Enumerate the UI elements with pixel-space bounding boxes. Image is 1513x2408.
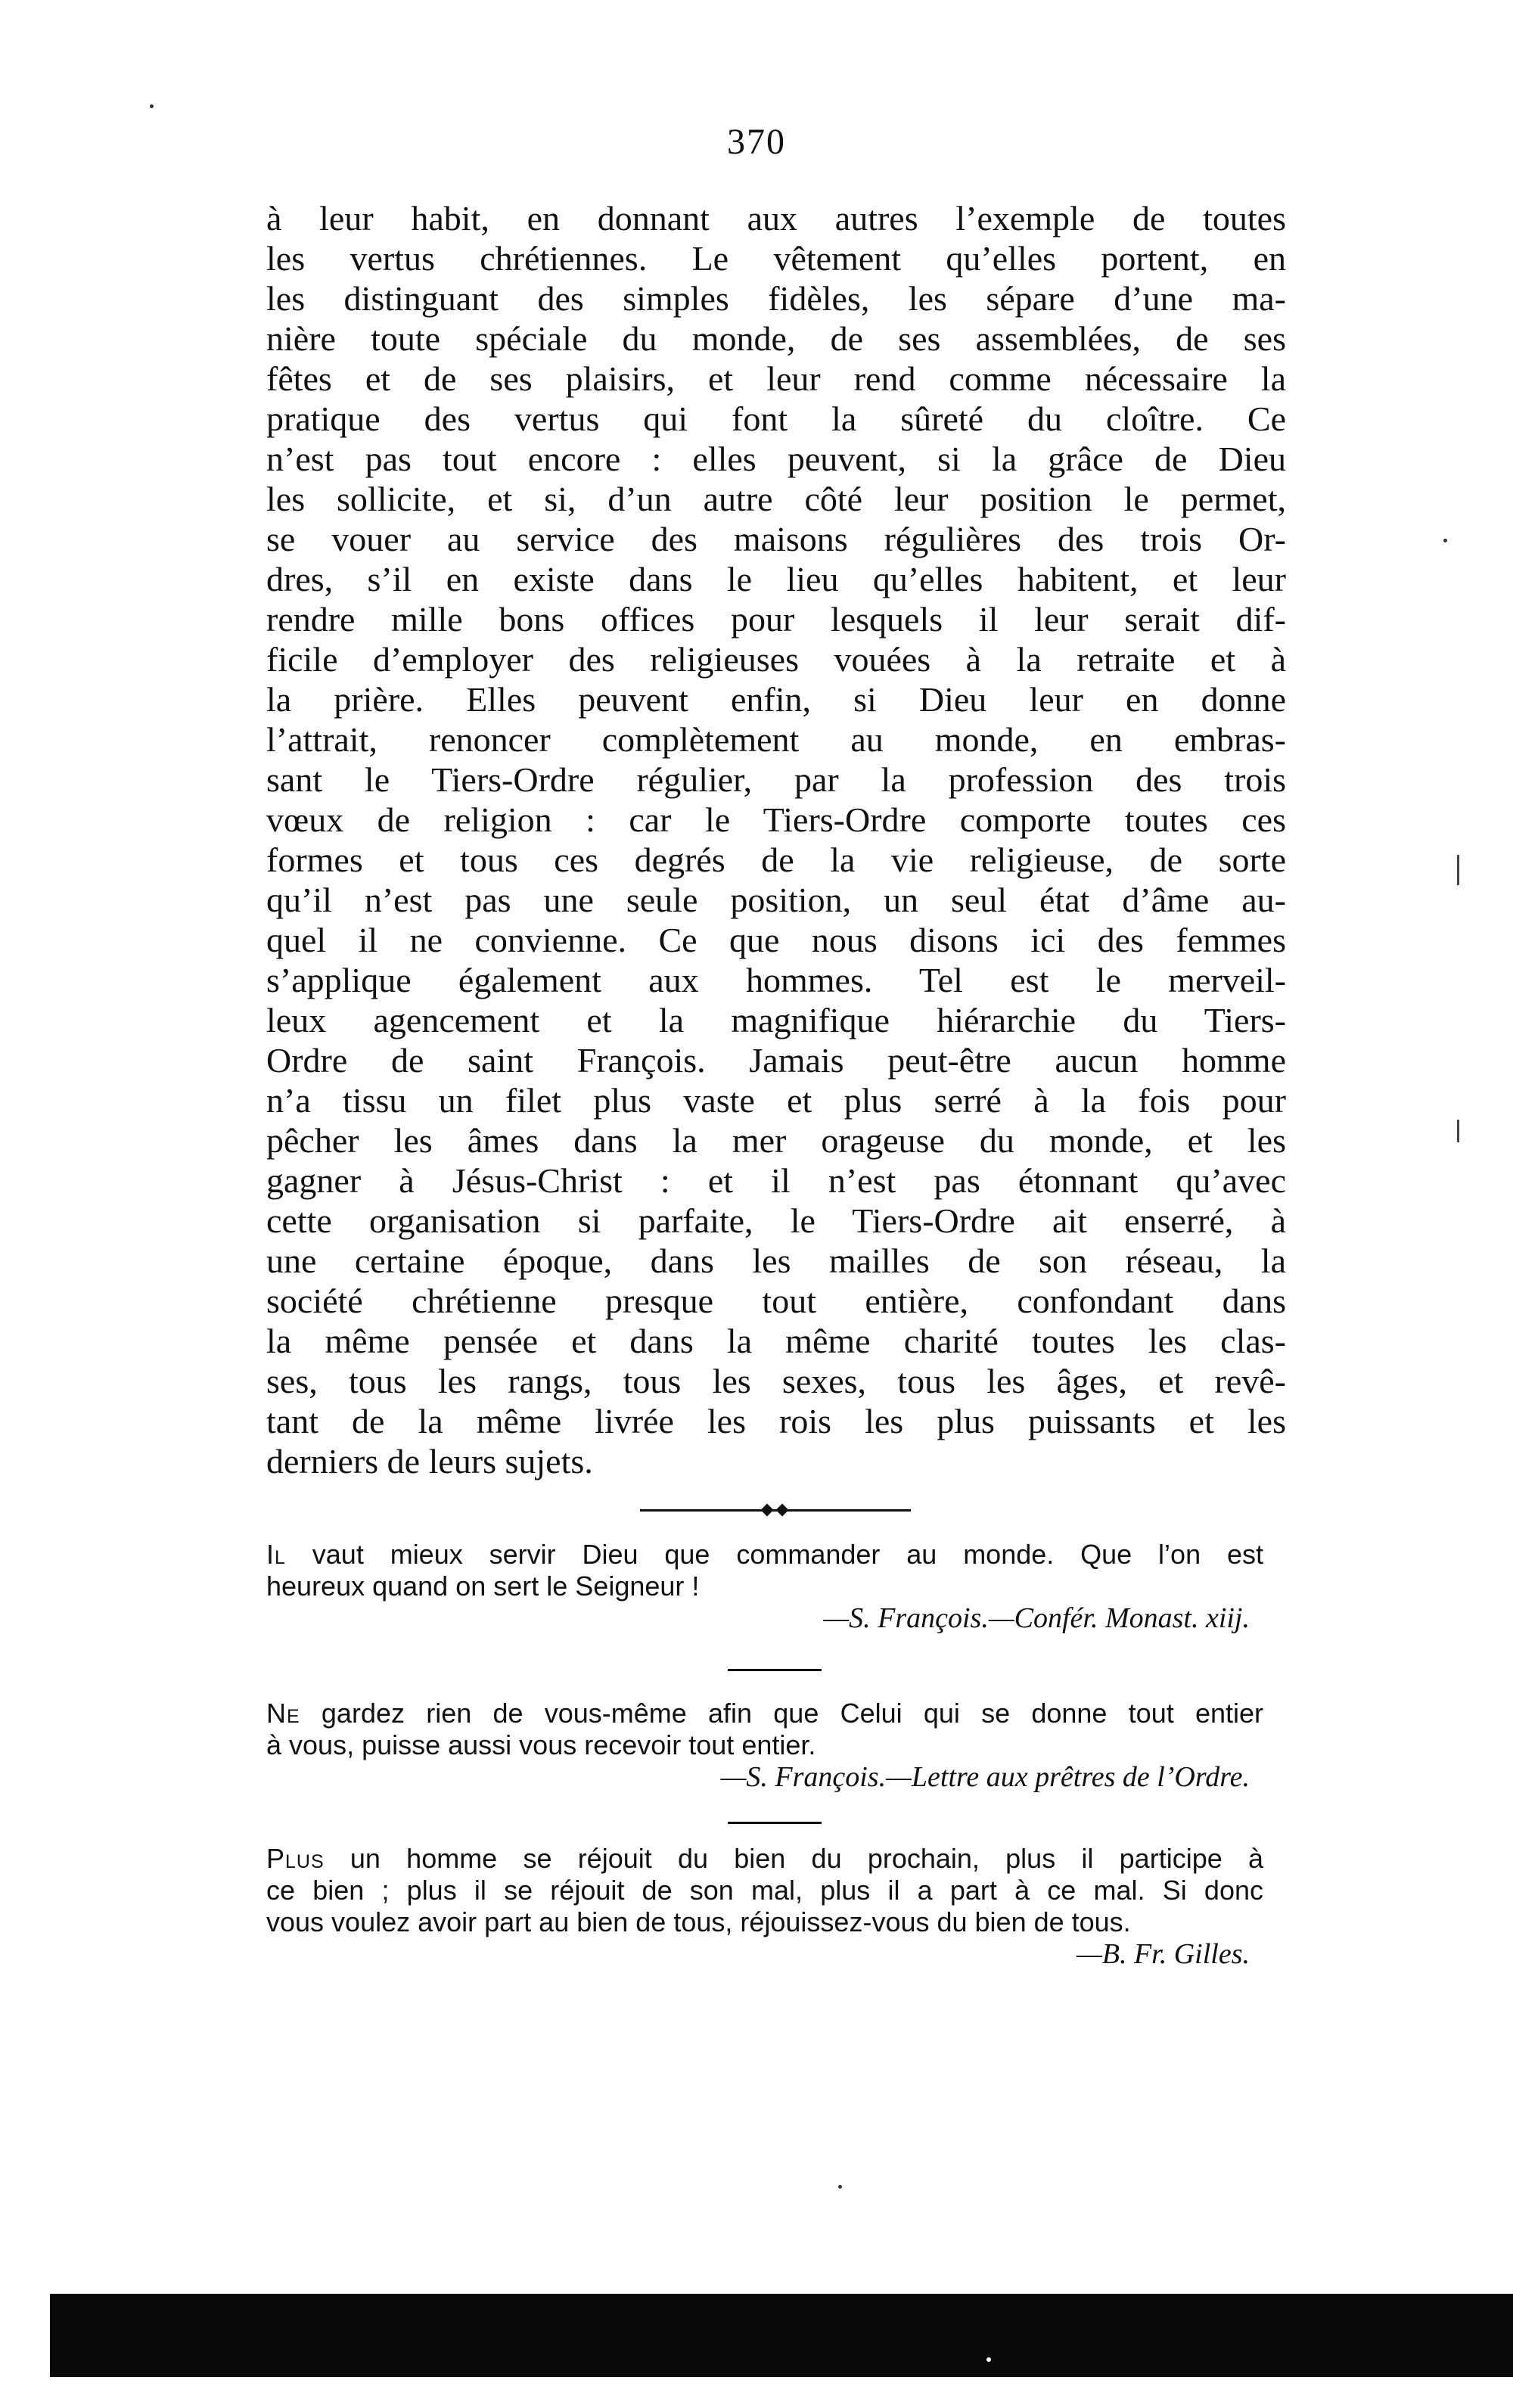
text-line: qu’il n’est pas une seule position, un seul état d’âme au- (266, 881, 1286, 919)
text-line: cette organisation si parfaite, le Tiers-Ordre ait enserré, à (266, 1201, 1286, 1240)
quote-block (266, 1698, 1263, 1793)
quote-attribution: —S. François.—Lettre aux prêtres de l’Ordre. (720, 1761, 1250, 1793)
text-line: Ordre de saint François. Jamais peut-être aucun homme (266, 1041, 1286, 1080)
quote-lead: Plus (266, 1843, 325, 1874)
text-line: vœux de religion : car le Tiers-Ordre comporte toutes ces (266, 800, 1286, 839)
text-line: s’applique également aux hommes. Tel est le merveil- (266, 961, 1286, 999)
quote-line (266, 1843, 1263, 1875)
text-line: gagner à Jésus-Christ : et il n’est pas étonnant qu’avec (266, 1161, 1286, 1200)
text-line: les sollicite, et si, d’un autre côté leur position le permet, (266, 480, 1286, 518)
quote-block (266, 1843, 1263, 1970)
quote-block (266, 1539, 1263, 1634)
text-line: les distinguant des simples fidèles, les sépare d’une ma- (266, 279, 1286, 318)
text-line: société chrétienne presque tout entière, confondant dans (266, 1282, 1286, 1320)
quote-text: gardez rien de vous-même afin que Celui qui se donne tout entier (300, 1698, 1263, 1729)
quote-line (266, 1698, 1263, 1729)
text-line: pêcher les âmes dans la mer orageuse du monde, et les (266, 1121, 1286, 1160)
scan-speck (838, 2185, 842, 2189)
text-line: dres, s’il en existe dans le lieu qu’elles habitent, et leur (266, 560, 1286, 598)
scan-border-band (50, 2294, 1513, 2377)
quote-attribution: —B. Fr. Gilles. (1076, 1938, 1250, 1970)
scan-speck (150, 104, 154, 108)
text-line: les vertus chrétiennes. Le vêtement qu’elles portent, en (266, 239, 1286, 278)
text-line: n’a tissu un filet plus vaste et plus serré à la fois pour (266, 1081, 1286, 1120)
text-line: rendre mille bons offices pour lesquels il leur serait dif- (266, 600, 1286, 639)
ornament-diamond (761, 1504, 774, 1517)
text-line: n’est pas tout encore : elles peuvent, si la grâce de Dieu (266, 440, 1286, 478)
text-line: la prière. Elles peuvent enfin, si Dieu leur en donne (266, 680, 1286, 719)
ornament-diamond (776, 1504, 789, 1517)
quote-lead: Ne (266, 1698, 300, 1729)
page-number: 370 (727, 122, 786, 162)
quote-attribution: —S. François.—Confér. Monast. xiij. (823, 1602, 1250, 1634)
quote-line (266, 1539, 1263, 1571)
quote-separator (728, 1669, 822, 1671)
scan-margin-mark (1457, 1120, 1459, 1142)
body-text (266, 198, 1286, 1481)
text-line: ses, tous les rangs, tous les sexes, tous les âges, et revê- (266, 1362, 1286, 1400)
quote-line: ce bien ; plus il se réjouit de son mal, plus il a part à ce mal. Si donc (266, 1875, 1263, 1906)
text-line: tant de la même livrée les rois les plus puissants et les (266, 1402, 1286, 1440)
scan-margin-mark (1457, 855, 1459, 885)
text-line: fêtes et de ses plaisirs, et leur rend comme nécessaire la (266, 359, 1286, 398)
quote-line: vous voulez avoir part au bien de tous, réjouissez-vous du bien de tous. (266, 1906, 1131, 1937)
scan-speck (1443, 539, 1447, 542)
text-line: pratique des vertus qui font la sûreté du cloître. Ce (266, 399, 1286, 438)
text-line: sant le Tiers-Ordre régulier, par la profession des trois (266, 760, 1286, 799)
text-line: quel il ne convienne. Ce que nous disons ici des femmes (266, 921, 1286, 959)
text-line: l’attrait, renoncer complètement au monde, en embras- (266, 720, 1286, 759)
text-line: derniers de leurs sujets. (266, 1442, 593, 1481)
text-line: à leur habit, en donnant aux autres l’exemple de toutes (266, 199, 1286, 238)
quote-separator (728, 1822, 822, 1824)
quote-text: vaut mieux servir Dieu que commander au monde. Que l’on est (285, 1539, 1263, 1570)
text-line: formes et tous ces degrés de la vie religieuse, de sorte (266, 840, 1286, 879)
text-line: une certaine époque, dans les mailles de son réseau, la (266, 1241, 1286, 1280)
text-line: leux agencement et la magnifique hiérarchie du Tiers- (266, 1001, 1286, 1039)
text-line: nière toute spéciale du monde, de ses assemblées, de ses (266, 319, 1286, 358)
text-line: la même pensée et dans la même charité toutes les clas- (266, 1322, 1286, 1360)
quote-text: un homme se réjouit du bien du prochain, plus il participe à (324, 1843, 1263, 1874)
scan-speck (986, 2357, 991, 2362)
quote-line: heureux quand on sert le Seigneur ! (266, 1571, 700, 1602)
text-line: se vouer au service des maisons régulières des trois Or- (266, 520, 1286, 558)
quote-lead: Il (266, 1539, 286, 1570)
section-ornament (640, 1505, 911, 1516)
text-line: ficile d’employer des religieuses vouées à la retraite et à (266, 640, 1286, 679)
quote-line: à vous, puisse aussi vous recevoir tout entier. (266, 1729, 816, 1760)
